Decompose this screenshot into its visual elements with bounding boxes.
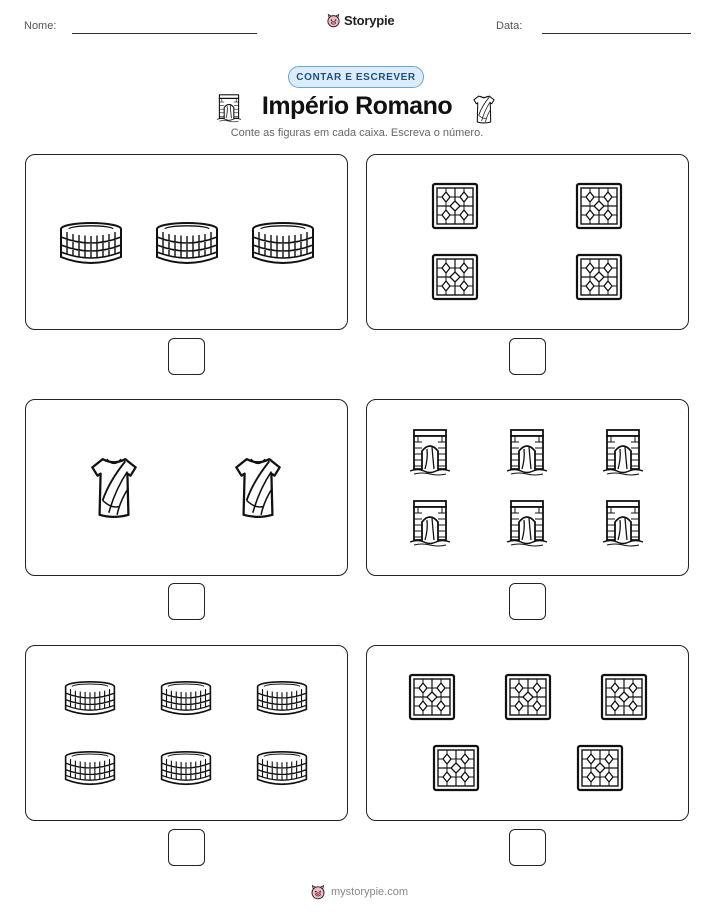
name-line[interactable]	[72, 33, 257, 34]
answer-box-2[interactable]	[509, 338, 546, 375]
footer-url[interactable]: mystorypie.com	[331, 886, 409, 898]
colosseum-icon	[256, 680, 308, 716]
colosseum-icon	[64, 680, 116, 716]
aqueduct-icon	[601, 427, 645, 477]
mosaic-tile-icon	[431, 182, 479, 230]
toga-icon	[472, 93, 496, 125]
answer-box-3[interactable]	[168, 583, 205, 620]
aqueduct-icon	[505, 498, 549, 548]
mosaic-tile-icon	[575, 182, 623, 230]
date-line[interactable]	[542, 33, 691, 34]
brand-logo	[326, 13, 394, 28]
footer	[310, 884, 408, 900]
mosaic-tile-icon	[576, 744, 624, 792]
count-panel-5	[25, 645, 348, 821]
activity-badge: CONTAR E ESCREVER	[288, 66, 424, 88]
aqueduct-icon	[215, 93, 243, 123]
date-label: Data:	[496, 20, 523, 32]
pig-mascot-icon	[310, 884, 326, 900]
instructions: Conte as figuras em cada caixa. Escreva o número.	[230, 127, 484, 139]
pig-mascot-icon	[326, 13, 341, 28]
mosaic-tile-icon	[408, 673, 456, 721]
count-panel-4	[366, 399, 689, 576]
mosaic-tile-icon	[432, 744, 480, 792]
colosseum-icon	[155, 221, 219, 265]
colosseum-icon	[256, 750, 308, 786]
count-panel-6	[366, 645, 689, 821]
toga-icon	[232, 453, 284, 521]
count-panel-1	[25, 154, 348, 330]
aqueduct-icon	[601, 498, 645, 548]
aqueduct-icon	[408, 498, 452, 548]
name-label: Nome:	[24, 20, 57, 32]
page-title: Império Romano	[261, 92, 453, 120]
mosaic-tile-icon	[575, 253, 623, 301]
colosseum-icon	[251, 221, 315, 265]
toga-icon	[88, 453, 140, 521]
count-panel-2	[366, 154, 689, 330]
aqueduct-icon	[408, 427, 452, 477]
mosaic-tile-icon	[504, 673, 552, 721]
colosseum-icon	[59, 221, 123, 265]
colosseum-icon	[160, 750, 212, 786]
aqueduct-icon	[505, 427, 549, 477]
brand-name: Storypie	[344, 13, 395, 28]
count-panel-3	[25, 399, 348, 576]
colosseum-icon	[64, 750, 116, 786]
mosaic-tile-icon	[431, 253, 479, 301]
mosaic-tile-icon	[600, 673, 648, 721]
answer-box-1[interactable]	[168, 338, 205, 375]
answer-box-5[interactable]	[168, 829, 205, 866]
answer-box-6[interactable]	[509, 829, 546, 866]
colosseum-icon	[160, 680, 212, 716]
answer-box-4[interactable]	[509, 583, 546, 620]
